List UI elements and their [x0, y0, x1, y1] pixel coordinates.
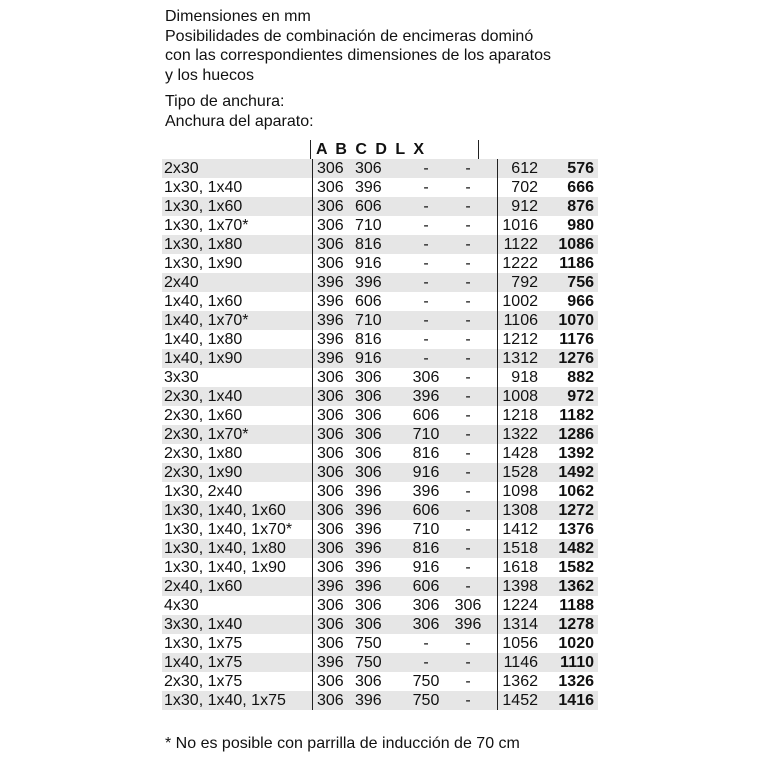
cell-type: 1x30, 1x40, 1x60 — [162, 501, 313, 520]
cell-spacer — [487, 539, 498, 558]
cell-spacer — [487, 482, 498, 501]
cell-d: - — [465, 331, 471, 348]
cell-type: 1x40, 1x70* — [162, 311, 313, 330]
cell-type: 4x30 — [164, 597, 199, 614]
cell-d: - — [465, 293, 471, 310]
cell-spacer — [487, 216, 498, 235]
cell-x: 1176 — [559, 331, 594, 348]
table-row — [162, 159, 598, 178]
cell-b: 306 — [355, 673, 382, 690]
table-row — [162, 406, 598, 425]
cell-spacer — [487, 254, 498, 273]
cell-x: 1582 — [558, 559, 594, 576]
cell-x: 1110 — [544, 653, 598, 672]
cell-c: 710 — [412, 521, 440, 538]
cell-a: 396 — [313, 273, 356, 292]
cell-l: 1312 — [498, 349, 545, 368]
table-row — [162, 292, 598, 311]
table-row — [162, 254, 598, 273]
cell-spacer — [487, 311, 498, 330]
cell-spacer — [487, 520, 498, 539]
cell-a: 306 — [313, 501, 356, 520]
cell-b: 396 — [355, 521, 382, 538]
cell-spacer — [487, 425, 498, 444]
cell-a: 396 — [313, 330, 356, 349]
cell-type: 2x30 — [162, 159, 313, 178]
cell-a: 306 — [313, 235, 356, 254]
cell-d: - — [449, 425, 487, 444]
cell-l: 1106 — [498, 311, 545, 330]
cell-b: 306 — [355, 159, 403, 178]
cell-l: 1412 — [498, 520, 545, 539]
cell-l: 1224 — [498, 596, 545, 615]
cell-c: 606 — [403, 501, 449, 520]
cell-x: 1188 — [559, 597, 594, 614]
cell-b: 396 — [355, 691, 403, 710]
cell-d: - — [449, 349, 487, 368]
table-row — [162, 273, 598, 292]
cell-b: 396 — [355, 501, 403, 520]
table-header — [162, 140, 598, 159]
table-row — [162, 387, 598, 406]
cell-l: 912 — [498, 197, 545, 216]
cell-x: 666 — [567, 179, 594, 196]
cell-l: 612 — [498, 159, 545, 178]
cell-d: 306 — [454, 597, 482, 614]
cell-b: 606 — [355, 197, 403, 216]
cell-d: - — [465, 483, 471, 500]
cell-type: 1x30, 1x70* — [164, 217, 249, 234]
cell-c: 816 — [412, 445, 440, 462]
table-row — [162, 558, 598, 577]
cell-l: 1212 — [498, 330, 545, 349]
table-row — [162, 596, 598, 615]
cell-x: 1276 — [544, 349, 598, 368]
cell-a: 396 — [313, 577, 356, 596]
table-row — [162, 444, 598, 463]
cell-b: 306 — [355, 615, 403, 634]
cell-spacer — [487, 444, 498, 463]
cell-a: 306 — [313, 691, 356, 710]
cell-l: 1098 — [498, 482, 545, 501]
cell-d: - — [449, 577, 487, 596]
cell-type: 3x30 — [164, 369, 199, 386]
cell-d: - — [465, 369, 471, 386]
cell-l: 1002 — [498, 292, 545, 311]
cell-x: 1492 — [544, 463, 598, 482]
cell-c: - — [403, 197, 449, 216]
cell-l: 1218 — [498, 406, 545, 425]
cell-c: 306 — [412, 369, 440, 386]
cell-x: 1278 — [544, 615, 598, 634]
cell-type: 2x40 — [162, 273, 313, 292]
cell-d: - — [465, 217, 471, 234]
cell-x: 1070 — [544, 311, 598, 330]
cell-l: 1518 — [498, 539, 545, 558]
cell-l: 918 — [498, 368, 545, 387]
cell-c: - — [403, 159, 449, 178]
cell-b: 396 — [355, 539, 403, 558]
cell-d: - — [465, 179, 471, 196]
cell-x: 980 — [567, 217, 594, 234]
cell-c: - — [403, 311, 449, 330]
table-row — [162, 216, 598, 235]
cell-b: 750 — [355, 653, 403, 672]
cell-spacer — [487, 197, 498, 216]
cell-x: 966 — [567, 293, 594, 310]
cell-b: 816 — [355, 235, 403, 254]
table-row — [162, 615, 598, 634]
cell-c: 916 — [403, 463, 449, 482]
table-row — [162, 691, 598, 710]
cell-d: - — [449, 501, 487, 520]
table-row — [162, 577, 598, 596]
cell-d: - — [449, 653, 487, 672]
cell-d: - — [465, 635, 471, 652]
cell-b: 306 — [355, 387, 403, 406]
cell-type: 2x30, 1x70* — [162, 425, 313, 444]
table-row — [162, 653, 598, 672]
cell-type: 1x40, 1x60 — [164, 293, 243, 310]
cell-d: - — [449, 273, 487, 292]
cell-x: 876 — [544, 197, 598, 216]
cell-a: 306 — [313, 425, 356, 444]
cell-b: 396 — [355, 483, 382, 500]
cell-c: 750 — [412, 673, 440, 690]
cell-c: - — [423, 179, 429, 196]
cell-type: 1x30, 1x40, 1x70* — [164, 521, 293, 538]
cell-b: 306 — [355, 597, 382, 614]
cell-spacer — [487, 634, 498, 653]
cell-type: 2x30, 1x90 — [162, 463, 313, 482]
cell-l: 1056 — [498, 634, 545, 653]
cell-type: 1x30, 1x40, 1x75 — [162, 691, 313, 710]
cell-x: 1182 — [559, 407, 594, 424]
table-row — [162, 463, 598, 482]
intro-line: Posibilidades de combinación de encimeras dominó — [165, 27, 534, 45]
cell-a: 306 — [313, 197, 356, 216]
cell-type: 2x30, 1x60 — [164, 407, 243, 424]
cell-b: 306 — [355, 463, 403, 482]
cell-spacer — [487, 558, 498, 577]
cell-c: 396 — [403, 387, 449, 406]
intro-line: y los huecos — [165, 66, 254, 84]
cell-c: 916 — [412, 559, 440, 576]
table-row — [162, 349, 598, 368]
cell-c: - — [423, 331, 429, 348]
cell-l: 702 — [498, 178, 545, 197]
table-row — [162, 482, 598, 501]
cell-a: 396 — [313, 292, 356, 311]
cell-a: 306 — [313, 672, 356, 691]
cell-c: 396 — [412, 483, 440, 500]
cell-x: 1062 — [558, 483, 594, 500]
cell-d: - — [465, 521, 471, 538]
cell-d: - — [449, 235, 487, 254]
cell-l: 1146 — [498, 653, 545, 672]
cell-c: 750 — [403, 691, 449, 710]
cell-d: - — [449, 463, 487, 482]
cell-a: 396 — [313, 349, 356, 368]
cell-spacer — [487, 691, 498, 710]
cell-a: 306 — [313, 368, 356, 387]
cell-spacer — [487, 406, 498, 425]
cell-a: 306 — [313, 444, 356, 463]
cell-a: 306 — [313, 216, 356, 235]
cell-a: 306 — [313, 254, 356, 273]
cell-l: 1222 — [498, 254, 545, 273]
cell-x: 1086 — [544, 235, 598, 254]
cell-type: 1x30, 1x90 — [164, 255, 243, 272]
cell-b: 816 — [355, 331, 382, 348]
cell-spacer — [487, 653, 498, 672]
cell-type: 1x30, 1x75 — [164, 635, 243, 652]
cell-spacer — [487, 596, 498, 615]
table-body — [162, 159, 598, 710]
cell-c: 606 — [403, 577, 449, 596]
cell-l: 1452 — [498, 691, 545, 710]
cell-c: 306 — [403, 615, 449, 634]
cell-x: 1362 — [544, 577, 598, 596]
cell-c: - — [423, 293, 429, 310]
cell-b: 396 — [355, 577, 403, 596]
cell-l: 1528 — [498, 463, 545, 482]
cell-b: 916 — [355, 255, 382, 272]
cell-spacer — [487, 349, 498, 368]
cell-type: 1x40, 1x80 — [164, 331, 243, 348]
cell-c: - — [403, 349, 449, 368]
cell-l: 1016 — [498, 216, 545, 235]
cell-spacer — [487, 330, 498, 349]
cell-d: - — [465, 673, 471, 690]
cell-b: 750 — [355, 635, 382, 652]
cell-type: 1x40, 1x90 — [162, 349, 313, 368]
cell-b: 306 — [355, 425, 403, 444]
cell-l: 1362 — [498, 672, 545, 691]
cell-b: 606 — [355, 293, 382, 310]
cell-d: 396 — [449, 615, 487, 634]
table-row — [162, 235, 598, 254]
cell-d: - — [465, 407, 471, 424]
cell-a: 306 — [313, 520, 356, 539]
cell-b: 306 — [355, 369, 382, 386]
cell-spacer — [487, 672, 498, 691]
cell-a: 306 — [313, 539, 356, 558]
intro-text — [165, 7, 551, 131]
cell-type: 1x30, 1x40 — [164, 179, 243, 196]
cell-a: 306 — [313, 406, 356, 425]
cell-d: - — [449, 197, 487, 216]
cell-type: 2x40, 1x60 — [162, 577, 313, 596]
cell-a: 306 — [313, 482, 356, 501]
table-row — [162, 501, 598, 520]
cell-spacer — [487, 501, 498, 520]
cell-l: 1008 — [498, 387, 545, 406]
cell-type: 2x30, 1x40 — [162, 387, 313, 406]
intro-line: Dimensiones en mm — [165, 8, 311, 25]
cell-x: 1482 — [544, 539, 598, 558]
cell-b: 396 — [355, 273, 403, 292]
cell-x: 1416 — [544, 691, 598, 710]
cell-type: 2x30, 1x75 — [164, 673, 243, 690]
cell-spacer — [487, 159, 498, 178]
cell-spacer — [487, 273, 498, 292]
cell-type: 1x30, 1x40, 1x80 — [162, 539, 313, 558]
cell-x: 1186 — [559, 255, 594, 272]
cell-spacer — [487, 235, 498, 254]
cell-a: 306 — [313, 615, 356, 634]
type-label: Tipo de anchura: — [165, 93, 285, 110]
cell-type: 3x30, 1x40 — [162, 615, 313, 634]
cell-x: 1020 — [558, 635, 594, 652]
cell-spacer — [487, 178, 498, 197]
cell-type: 2x30, 1x80 — [164, 445, 243, 462]
cell-x: 756 — [544, 273, 598, 292]
cell-a: 306 — [313, 178, 356, 197]
table-row — [162, 520, 598, 539]
cell-l: 1618 — [498, 558, 545, 577]
cell-d: - — [449, 311, 487, 330]
cell-c: - — [423, 255, 429, 272]
cell-d: - — [449, 539, 487, 558]
cell-b: 710 — [355, 217, 382, 234]
cell-b: 396 — [355, 559, 382, 576]
cell-x: 576 — [544, 159, 598, 178]
table-row — [162, 330, 598, 349]
cell-c: 816 — [403, 539, 449, 558]
cell-b: 916 — [355, 349, 403, 368]
cell-l: 1398 — [498, 577, 545, 596]
cell-b: 710 — [355, 311, 403, 330]
cell-c: - — [403, 653, 449, 672]
cell-a: 306 — [313, 387, 356, 406]
table-row — [162, 539, 598, 558]
table-row — [162, 672, 598, 691]
cell-a: 396 — [313, 311, 356, 330]
cell-l: 1122 — [498, 235, 545, 254]
cell-a: 306 — [313, 596, 356, 615]
cell-l: 1308 — [498, 501, 545, 520]
cell-type: 1x30, 1x80 — [162, 235, 313, 254]
cell-c: - — [403, 273, 449, 292]
cell-b: 306 — [355, 407, 382, 424]
cell-type: 1x30, 1x40, 1x90 — [164, 559, 286, 576]
cell-spacer — [487, 577, 498, 596]
cell-l: 1314 — [498, 615, 545, 634]
cell-c: 710 — [403, 425, 449, 444]
cell-x: 1392 — [558, 445, 594, 462]
cell-a: 396 — [313, 653, 356, 672]
table-row — [162, 178, 598, 197]
cell-spacer — [487, 387, 498, 406]
cell-spacer — [487, 368, 498, 387]
table-row — [162, 634, 598, 653]
cell-x: 1326 — [558, 673, 594, 690]
cell-d: - — [465, 559, 471, 576]
cell-c: 606 — [412, 407, 440, 424]
cell-b: 306 — [355, 445, 382, 462]
dimensions-table — [162, 140, 598, 710]
cell-d: - — [449, 387, 487, 406]
cell-a: 306 — [313, 634, 356, 653]
width-label: Anchura del aparato: — [165, 112, 314, 130]
cell-spacer — [487, 615, 498, 634]
cell-b: 396 — [355, 179, 382, 196]
cell-c: - — [423, 217, 429, 234]
cell-x: 1376 — [558, 521, 594, 538]
cell-c: 306 — [412, 597, 440, 614]
cell-c: - — [403, 235, 449, 254]
cell-d: - — [449, 691, 487, 710]
cell-d: - — [449, 159, 487, 178]
cell-l: 792 — [498, 273, 545, 292]
cell-l: 1428 — [498, 444, 545, 463]
table-row — [162, 368, 598, 387]
table-row — [162, 311, 598, 330]
cell-spacer — [487, 292, 498, 311]
cell-type: 1x30, 2x40 — [164, 483, 243, 500]
column-headers: A B C D L X — [316, 141, 425, 158]
footnote: * No es posible con parrilla de inducción de 70 cm — [165, 735, 520, 752]
cell-x: 882 — [567, 369, 594, 386]
cell-spacer — [487, 463, 498, 482]
intro-line: con las correspondientes dimensiones de los aparatos — [165, 47, 552, 64]
cell-a: 306 — [313, 463, 356, 482]
cell-x: 972 — [544, 387, 598, 406]
table-row — [162, 197, 598, 216]
cell-l: 1322 — [498, 425, 545, 444]
cell-d: - — [465, 445, 471, 462]
cell-type: 1x40, 1x75 — [162, 653, 313, 672]
cell-a: 306 — [313, 558, 356, 577]
cell-x: 1272 — [544, 501, 598, 520]
cell-d: - — [465, 255, 471, 272]
table-row — [162, 425, 598, 444]
cell-type: 1x30, 1x60 — [162, 197, 313, 216]
cell-c: - — [423, 635, 429, 652]
cell-a: 306 — [313, 159, 356, 178]
cell-x: 1286 — [544, 425, 598, 444]
